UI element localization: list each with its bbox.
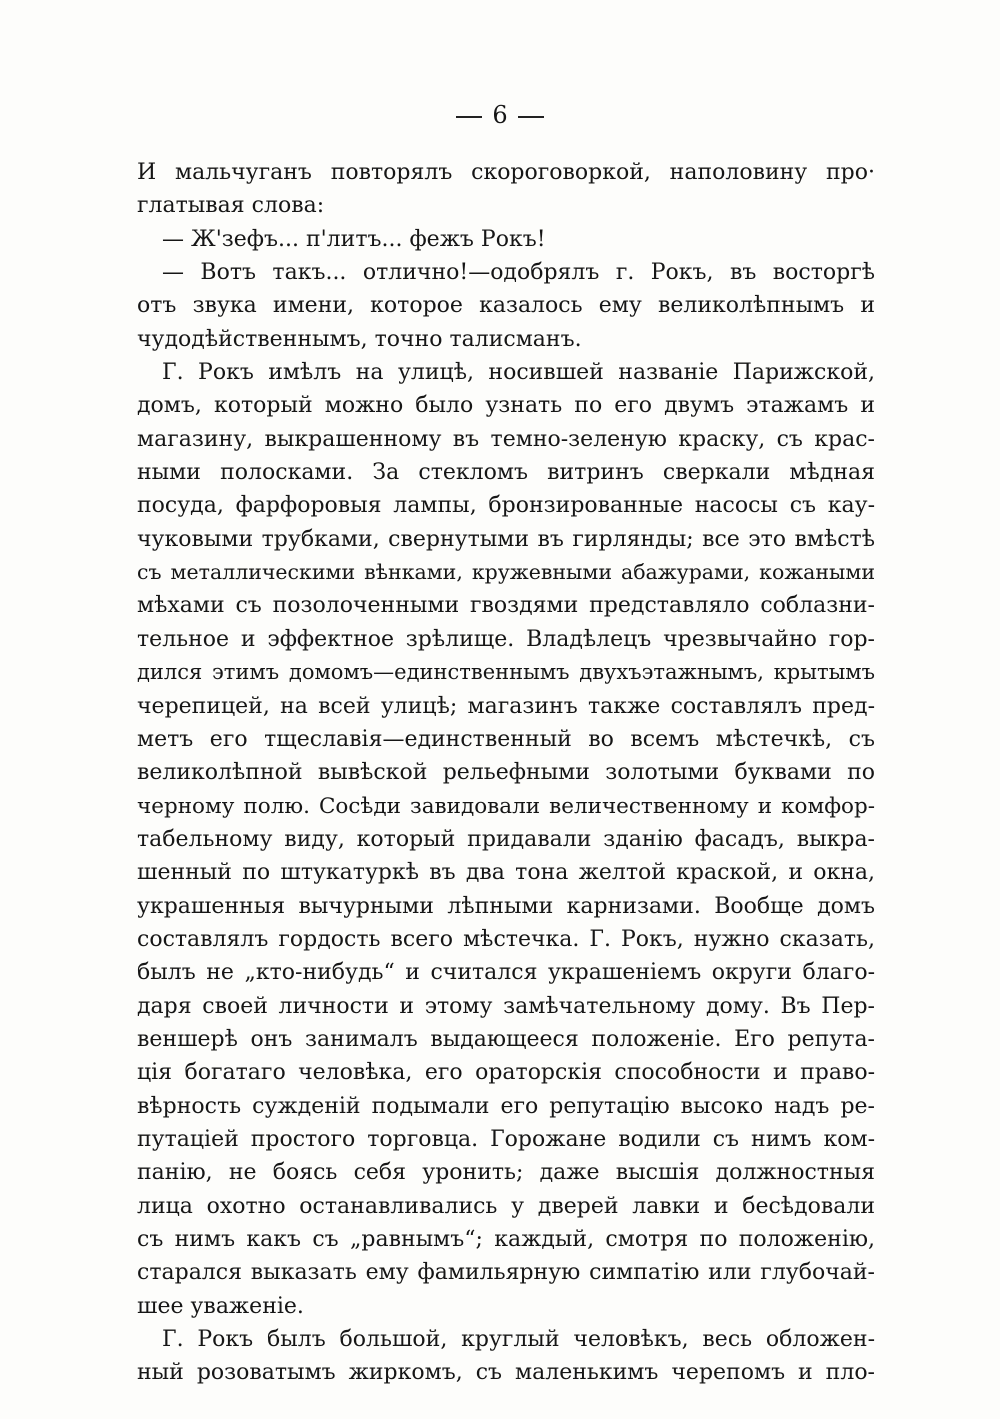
text-line: ный розоватымъ жиркомъ, съ маленькимъ черепомъ и пло- [137,1360,875,1386]
page-number: 6 [492,101,508,129]
text-line: ными полосками. За стекломъ витринъ сверкали мѣдная [137,460,875,486]
text-line: отъ звука имени, которое казалось ему великолѣпнымъ и [137,293,875,319]
text-line: глатывая слова: [137,193,325,219]
text-line: старался выказать ему фамильярную симпатію или глубочай- [137,1260,875,1286]
text-line: — Вотъ такъ... отлично!—одобрялъ г. Рокъ, въ восторгѣ [162,260,875,286]
text-line: черному полю. Сосѣди завидовали величественному и комфор- [137,793,875,819]
text-line: съ нимъ какъ съ „равнымъ“; каждый, смотря по положенію, [137,1227,875,1252]
text-line: тельное и эффектное зрѣлище. Владѣлецъ чрезвычайно гор- [137,626,875,652]
text-line: ція богатаго человѣка, его ораторскія способности и право- [137,1060,875,1086]
text-line: Г. Рокъ имѣлъ на улицѣ, носившей названіе Парижской, [162,360,875,386]
text-line: веншерѣ онъ занималъ выдающееся положеніе. Его репута- [137,1026,875,1052]
text-line: великолѣпной вывѣской рельефными золотыми буквами по [137,760,875,786]
text-line: Г. Рокъ былъ большой, круглый человѣкъ, весь обложен- [162,1327,875,1353]
text-line: И мальчуганъ повторялъ скороговоркой, наполовину про· [137,160,875,185]
page-header [0,100,1000,130]
body-text [137,156,875,1390]
text-line: шее уваженіе. [137,1293,304,1319]
text-line: вѣрность сужденій подымали его репутацію высоко надъ ре- [137,1093,875,1119]
text-line: мѣхами съ позолоченными гвоздями представляло соблазни- [137,593,875,619]
text-line: съ металлическими вѣнками, кружевными абажурами, кожаными [137,560,875,585]
text-line: панію, не боясь себя уронить; даже высшія должностныя [137,1160,875,1186]
text-line: табельному виду, который придавали зданію фасадъ, выкра- [137,826,875,852]
text-line: былъ не „кто-нибудь“ и считался украшеніемъ округи благо- [137,960,875,986]
text-line: даря своей личности и этому замѣчательному дому. Въ Пер- [137,993,875,1019]
header-dash-left [456,116,482,118]
text-line: лица охотно останавливались у дверей лавки и бесѣдовали [137,1193,875,1219]
text-line: шенный по штукатуркѣ въ два тона желтой краской, и окна, [137,860,875,886]
text-line: метъ его тщеславія—единственный во всемъ мѣстечкѣ, съ [137,726,875,752]
text-line: чуковыми трубками, свернутыми въ гирлянды; все это вмѣстѣ [137,526,875,552]
header-dash-right [518,116,544,118]
text-line: — Ж'зефъ... п'литъ... фежъ Рокъ! [162,226,546,252]
text-line: магазину, выкрашенному въ темно-зеленую краску, съ крас- [137,426,875,452]
text-line: посуда, фарфоровыя лампы, бронзированные насосы съ кау- [137,493,875,519]
text-line: чудодѣйственнымъ, точно талисманъ. [137,326,582,352]
text-line: составлялъ гордость всего мѣстечка. Г. Рокъ, нужно сказать, [137,926,875,952]
text-line: путаціей простого торговца. Горожане водили съ нимъ ком- [137,1126,875,1152]
text-line: украшенныя вычурными лѣпными карнизами. Вообще домъ [137,893,875,919]
text-line: черепицей, на всей улицѣ; магазинъ также составлялъ пред- [137,693,875,719]
text-line: домъ, который можно было узнать по его двумъ этажамъ и [137,393,875,419]
text-line: дился этимъ домомъ—единственнымъ двухъэтажнымъ, крытымъ [137,660,875,685]
